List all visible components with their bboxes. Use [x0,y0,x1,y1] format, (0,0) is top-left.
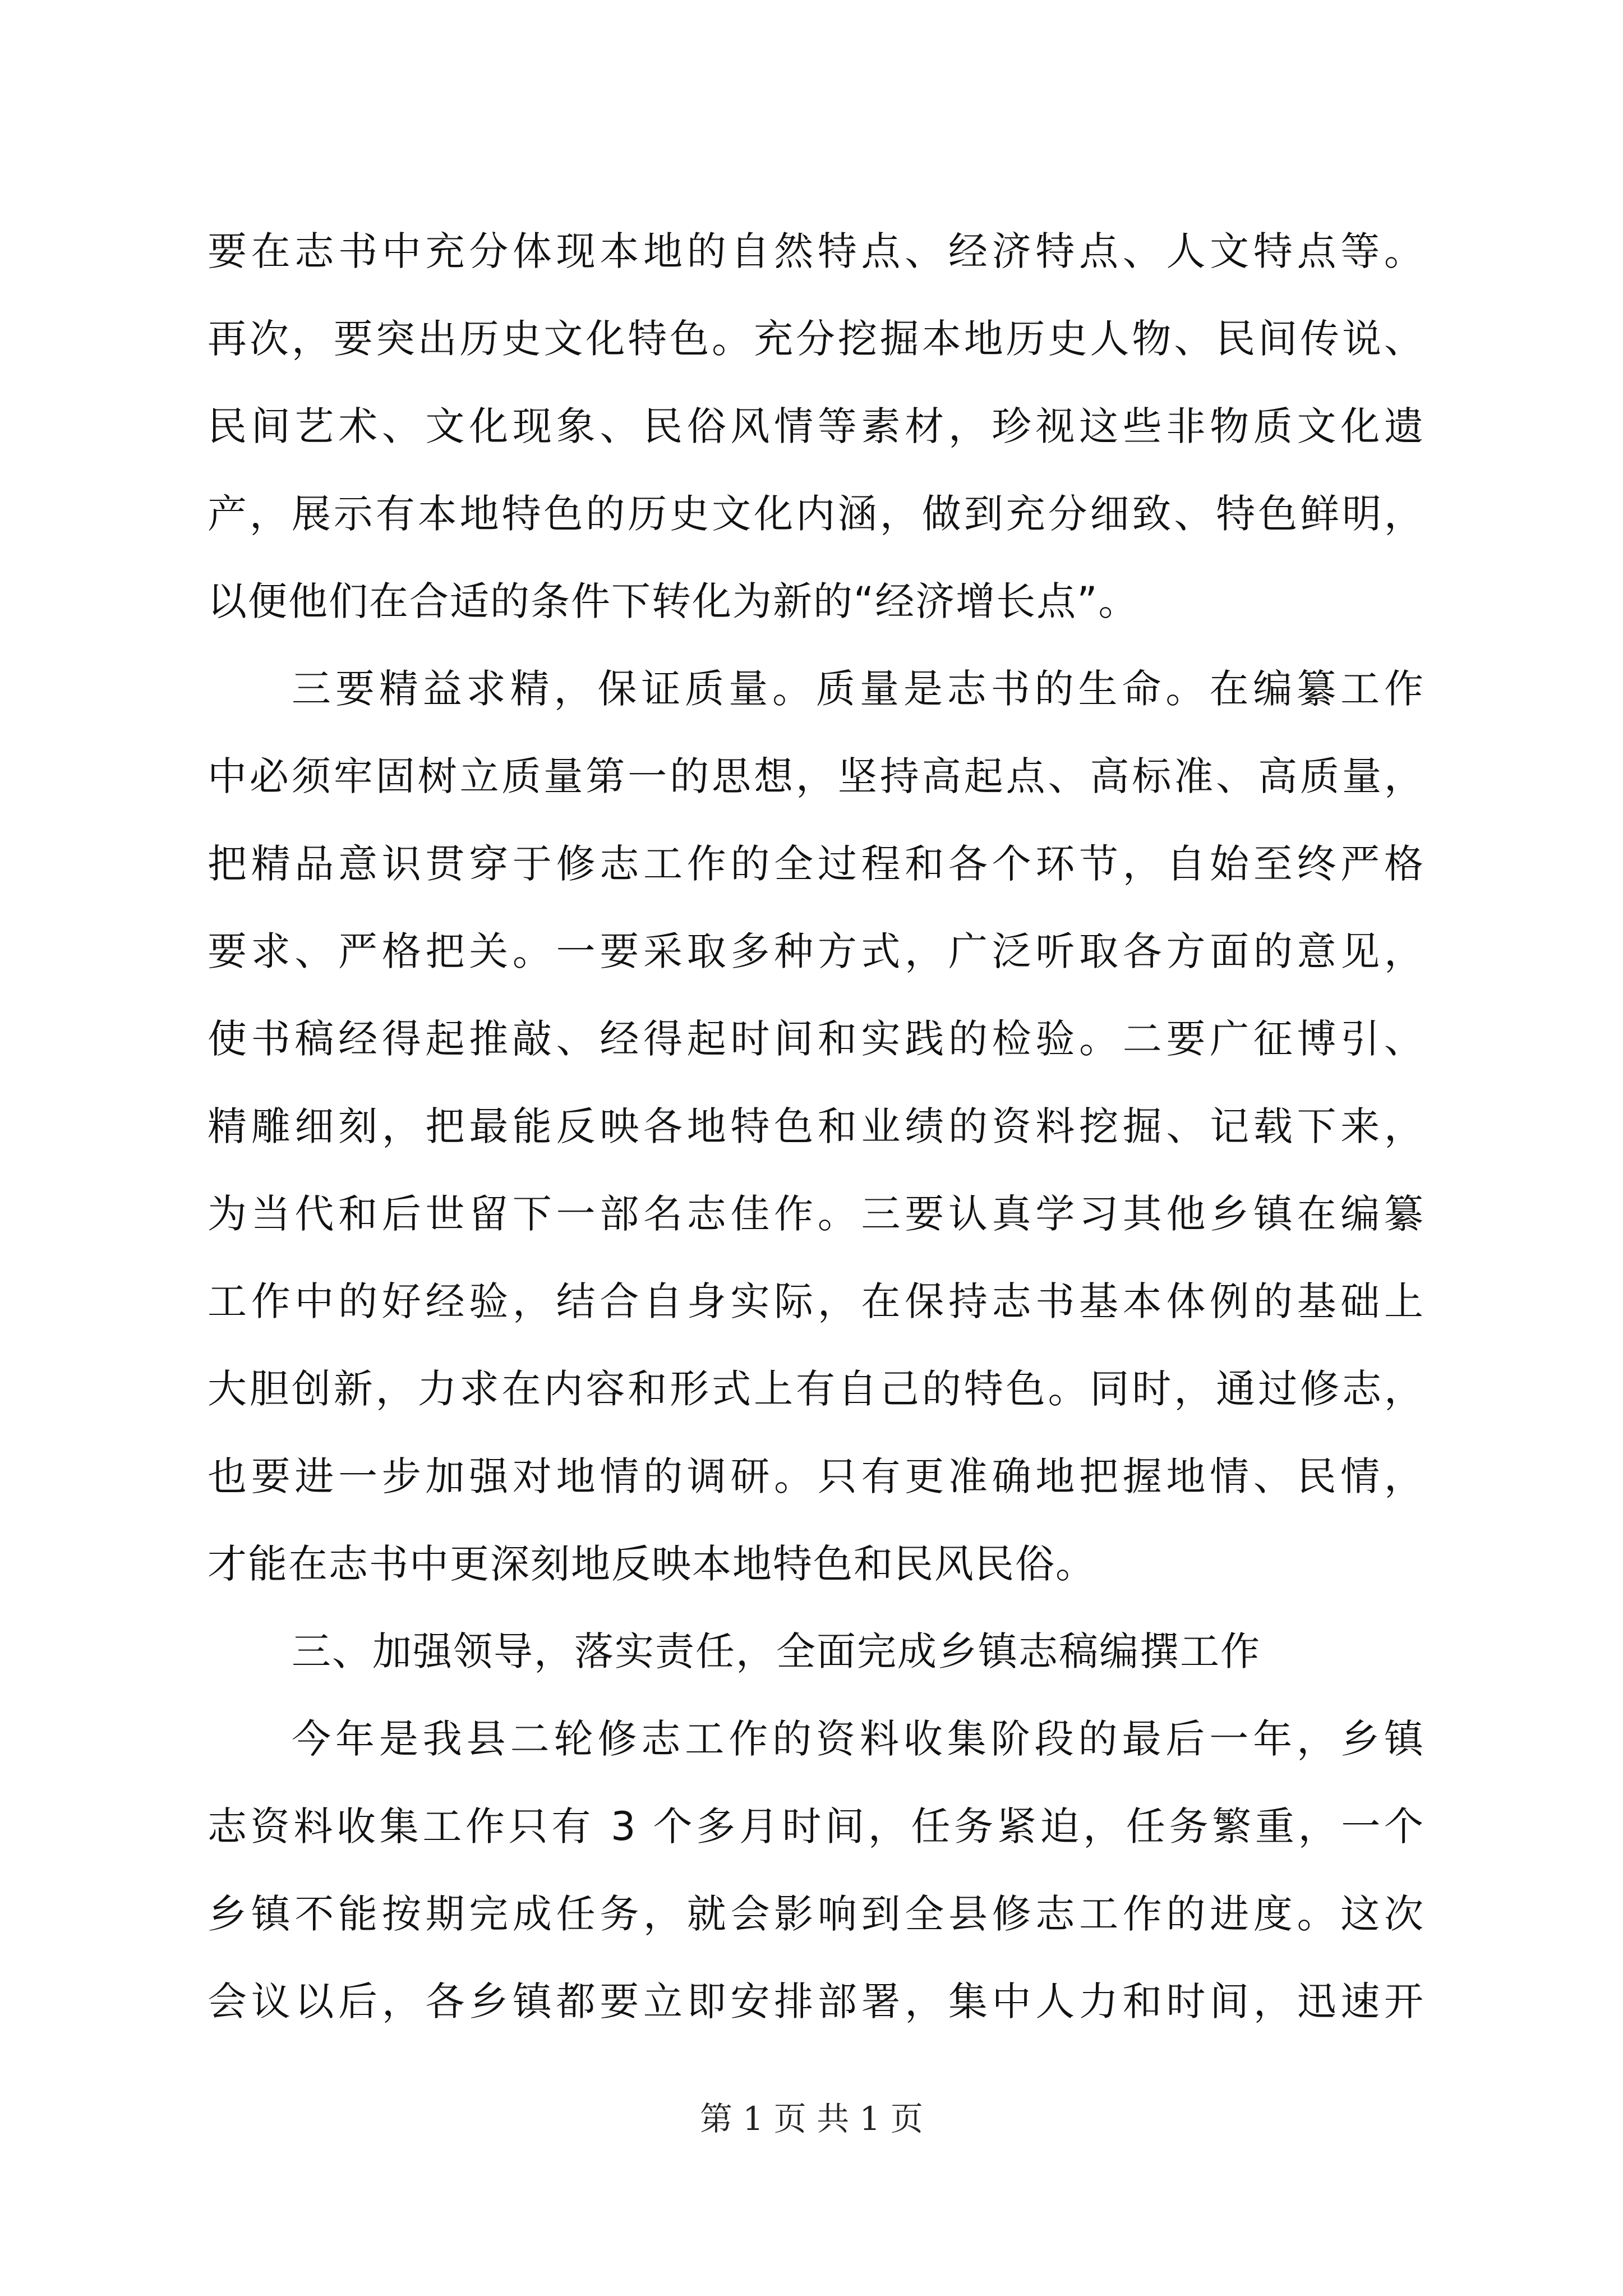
text-line: 中必须牢固树立质量第一的思想，坚持高起点、高标准、高质量， [208,753,1424,799]
text-line: 精雕细刻，把最能反映各地特色和业绩的资料挖掘、记载下来， [208,1103,1424,1149]
text-line: 以便他们在合适的条件下转化为新的“经济增长点”。 [208,578,1139,624]
text-line: 要求、严格把关。一要采取多种方式，广泛听取各方面的意见， [208,928,1424,974]
text-line: 今年是我县二轮修志工作的资料收集阶段的最后一年，乡镇 [292,1716,1424,1762]
text-line: 工作中的好经验，结合自身实际，在保持志书基本体例的基础上 [208,1278,1424,1324]
text-line: 产，展示有本地特色的历史文化内涵，做到充分细致、特色鲜明， [208,491,1424,537]
body-text [208,208,1424,2045]
text-line: 也要进一步加强对地情的调研。只有更准确地把握地情、民情， [208,1453,1424,1499]
text-line: 乡镇不能按期完成任务，就会影响到全县修志工作的进度。这次 [208,1891,1424,1937]
text-line: 三要精益求精，保证质量。质量是志书的生命。在编纂工作 [292,666,1424,712]
text-line: 志资料收集工作只有 3 个多月时间，任务紧迫，任务繁重，一个 [208,1803,1424,1849]
text-line: 会议以后，各乡镇都要立即安排部署，集中人力和时间，迅速开 [208,1978,1424,2024]
text-line: 再次，要突出历史文化特色。充分挖掘本地历史人物、民间传说、 [208,316,1424,362]
text-line: 把精品意识贯穿于修志工作的全过程和各个环节，自始至终严格 [208,841,1424,887]
section-heading: 三、加强领导，落实责任，全面完成乡镇志稿编撰工作 [292,1628,1261,1674]
text-line: 大胆创新，力求在内容和形式上有自己的特色。同时，通过修志， [208,1366,1424,1412]
text-line: 要在志书中充分体现本地的自然特点、经济特点、人文特点等。 [208,228,1424,274]
text-line: 使书稿经得起推敲、经得起时间和实践的检验。二要广征博引、 [208,1016,1424,1062]
text-line: 才能在志书中更深刻地反映本地特色和民风民俗。 [208,1541,1096,1587]
page-number-footer: 第 1 页 共 1 页 [700,2100,923,2138]
text-line: 为当代和后世留下一部名志佳作。三要认真学习其他乡镇在编纂 [208,1191,1424,1237]
text-line: 民间艺术、文化现象、民俗风情等素材，珍视这些非物质文化遗 [208,403,1424,449]
